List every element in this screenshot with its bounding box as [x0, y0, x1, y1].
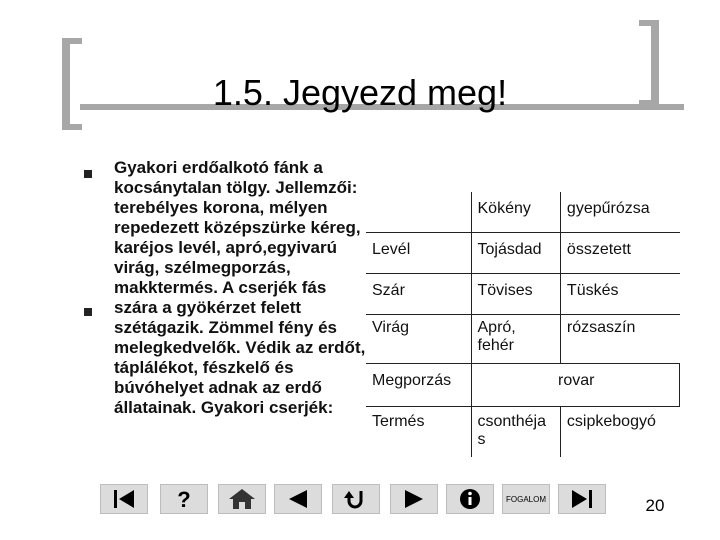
first-slide-button[interactable] [100, 484, 148, 514]
info-button[interactable] [446, 484, 494, 514]
shrub-comparison-table [366, 192, 680, 457]
right-bracket-top [639, 20, 659, 26]
table-row [366, 274, 680, 315]
slide-title: 1.5. Jegyezd meg! [212, 72, 508, 113]
table-row-label: Termés [366, 407, 471, 458]
last-slide-button[interactable] [558, 484, 606, 514]
table-cell: összetett [560, 233, 679, 274]
table-cell: csipkebogyó [560, 407, 679, 458]
help-icon [169, 487, 199, 511]
page-number: 20 [645, 496, 665, 515]
bullet-icon [84, 170, 92, 178]
table-row-label: Szár [366, 274, 471, 315]
table-cell: Tövises [471, 274, 560, 315]
left-bracket-top [62, 38, 82, 44]
table-row-label: Megporzás [366, 364, 471, 407]
table-cell: Tüskés [560, 274, 679, 315]
table-header-row [366, 192, 680, 233]
info-icon [455, 487, 485, 511]
table-row [366, 364, 680, 407]
table-cell: rózsaszín [560, 315, 679, 364]
table-cell: Apró, fehér [471, 315, 560, 364]
fogalom-label: FOGALOM [505, 494, 546, 504]
svg-text:?: ? [177, 487, 191, 511]
home-button[interactable] [218, 484, 266, 514]
home-icon [227, 487, 257, 511]
table-cell: rovar [471, 364, 680, 407]
table-header-cell: Kökény [471, 192, 560, 233]
return-button[interactable] [332, 484, 380, 514]
next-button[interactable] [390, 484, 438, 514]
return-icon [341, 487, 371, 511]
table-cell [366, 192, 471, 233]
fogalom-button[interactable] [502, 484, 550, 514]
table-row-label: Virág [366, 315, 471, 364]
table-row [366, 407, 680, 458]
table-row [366, 315, 680, 364]
previous-icon [283, 488, 313, 510]
table-row-label: Levél [366, 233, 471, 274]
slide-body-text: Gyakori erdőalkotó fánk a kocsánytalan tölgy. Jellemzői: terebélyes korona, mélyen repedezett középszürke kéreg, karéjos levél, apró,egyivarú virág, szélmegporzás, makktermés. A cserjék fás szára a gyökérzet felett szétágazik. Zömmel fény és melegkedvelők. Védik az erdőt, táplálékot, fészkelő és búvóhelyet adnak az erdő állatainak. Gyakori cserjék: [114, 158, 371, 417]
navigation-bar [100, 484, 610, 514]
previous-button[interactable] [274, 484, 322, 514]
last-slide-icon [567, 488, 597, 510]
help-button[interactable] [160, 484, 208, 514]
bullet-icon [84, 308, 92, 316]
left-bracket-bottom [62, 124, 82, 130]
table-cell: csonthéja s [471, 407, 560, 458]
table-cell: Tojásdad [471, 233, 560, 274]
next-icon [399, 488, 429, 510]
table-row [366, 233, 680, 274]
first-slide-icon [109, 488, 139, 510]
table-header-cell: gyepűrózsa [560, 192, 679, 233]
